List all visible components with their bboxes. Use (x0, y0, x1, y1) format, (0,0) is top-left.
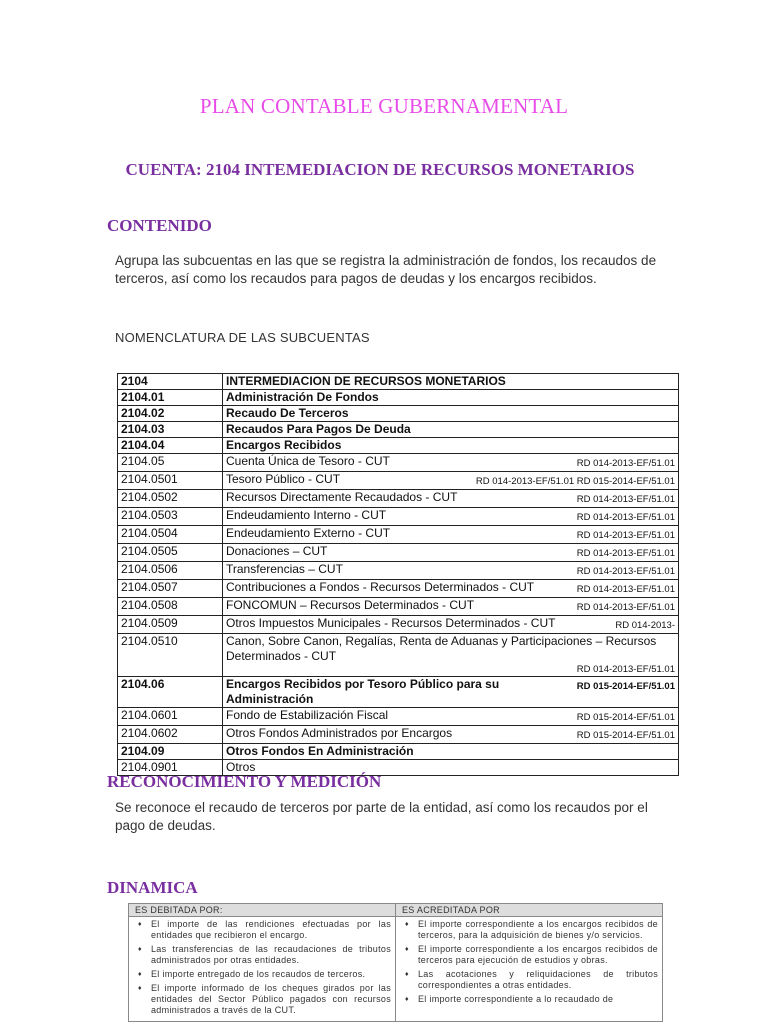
account-description-text: Encargos Recibidos por Tesoro Público para su Administración (226, 677, 500, 706)
acreditada-header: ES ACREDITADA POR (396, 904, 663, 917)
dinamica-item: ♦ El importe informado de los cheques girados por las entidades del Sector Público pagados con recursos administrados a través de la CUT. (151, 983, 391, 1016)
account-description (223, 374, 679, 390)
account-row (118, 580, 679, 598)
account-row (118, 598, 679, 616)
account-description (223, 422, 679, 438)
account-row (118, 490, 679, 508)
account-description (223, 508, 679, 526)
account-row (118, 726, 679, 744)
account-code: 2104.0509 (118, 616, 223, 634)
account-description (223, 726, 679, 744)
account-description-text: Transferencias – CUT (226, 562, 343, 576)
account-description (223, 744, 679, 760)
account-description-text: Tesoro Público - CUT (226, 472, 341, 486)
account-description (223, 472, 679, 490)
account-description-text: Administración De Fondos (226, 390, 379, 404)
resolution-reference: RD 014-2013- (615, 620, 675, 631)
account-code: 2104.0508 (118, 598, 223, 616)
account-code: 2104.0601 (118, 708, 223, 726)
account-code: 2104.0506 (118, 562, 223, 580)
account-description-text: Donaciones – CUT (226, 544, 328, 558)
account-row (118, 708, 679, 726)
account-row (118, 526, 679, 544)
account-code: 2104.01 (118, 390, 223, 406)
account-row (118, 562, 679, 580)
debitada-cell (129, 917, 396, 1022)
account-description (223, 490, 679, 508)
account-description (223, 708, 679, 726)
account-description-text: Endeudamiento Interno - CUT (226, 508, 387, 522)
account-row (118, 472, 679, 490)
document-title: PLAN CONTABLE GUBERNAMENTAL (199, 94, 569, 118)
resolution-reference: RD 014-2013-EF/51.01 (576, 664, 675, 675)
account-description-text: Fondo de Estabilización Fiscal (226, 708, 389, 722)
resolution-reference: RD 014-2013-EF/51.01 (576, 566, 675, 577)
resolution-reference: RD 015-2014-EF/51.01 (576, 730, 675, 741)
account-description (223, 616, 679, 634)
account-description-text: Canon, Sobre Canon, Regalías, Renta de Aduanas y Participaciones – Recursos Determinados - CUT (226, 634, 657, 663)
account-description (223, 544, 679, 562)
account-code: 2104.0503 (118, 508, 223, 526)
account-row (118, 406, 679, 422)
account-row (118, 634, 679, 677)
account-description-text: Otros (226, 760, 256, 774)
dinamica-table (128, 903, 663, 1022)
account-description (223, 580, 679, 598)
account-code: 2104.0510 (118, 634, 223, 677)
account-description (223, 438, 679, 454)
resolution-reference: RD 014-2013-EF/51.01 (576, 548, 675, 559)
account-code: 2104.0901 (118, 760, 223, 776)
account-code: 2104.0602 (118, 726, 223, 744)
account-description-text: Endeudamiento Externo - CUT (226, 526, 391, 540)
dinamica-item: ♦ El importe entregado de los recaudos de terceros. (151, 969, 391, 980)
account-row (118, 508, 679, 526)
dinamica-item: ♦ El importe correspondiente a los encargos recibidos de terceros, para la adquisición de bienes y/o servicios. (418, 919, 658, 941)
resolution-reference: RD 014-2013-EF/51.01 (576, 512, 675, 523)
contenido-text: Agrupa las subcuentas en las que se registra la administración de fondos, los recaudos de terceros, así como los recaudos para pagos de deudas y los encargos recibidos. (115, 253, 657, 286)
dinamica-item: ♦ El importe correspondiente a los encargos recibidos de terceros para ejecución de estudios y obras. (418, 944, 658, 966)
account-description (223, 454, 679, 472)
debitada-header: ES DEBITADA POR: (129, 904, 396, 917)
dinamica-item: ♦ El importe correspondiente a lo recaudado de (418, 994, 658, 1005)
account-code: 2104.02 (118, 406, 223, 422)
account-row (118, 422, 679, 438)
account-code: 2104.0505 (118, 544, 223, 562)
account-description (223, 598, 679, 616)
nomenclatura-label: NOMENCLATURA DE LAS SUBCUENTAS (115, 330, 370, 345)
account-description (223, 634, 679, 677)
resolution-reference: RD 014-2013-EF/51.01 (576, 584, 675, 595)
account-row (118, 438, 679, 454)
account-code: 2104 (118, 374, 223, 390)
account-row (118, 454, 679, 472)
resolution-reference: RD 014-2013-EF/51.01 RD 015-2014-EF/51.01 (475, 476, 675, 487)
account-description (223, 526, 679, 544)
acreditada-list (400, 919, 658, 1005)
account-code: 2104.04 (118, 438, 223, 454)
account-row (118, 544, 679, 562)
account-description-text: Otros Fondos En Administración (226, 744, 414, 758)
dinamica-item: ♦ Las acotaciones y reliquidaciones de tributos correspondientes a otras entidades. (418, 969, 658, 991)
account-description (223, 406, 679, 422)
debitada-list (133, 919, 391, 1016)
account-code: 2104.0504 (118, 526, 223, 544)
account-description-text: Otros Impuestos Municipales - Recursos Determinados - CUT (226, 616, 556, 630)
account-row (118, 390, 679, 406)
account-description (223, 390, 679, 406)
resolution-reference: RD 014-2013-EF/51.01 (576, 602, 675, 613)
resolution-reference: RD 014-2013-EF/51.01 (576, 530, 675, 541)
account-code: 2104.0507 (118, 580, 223, 598)
resolution-reference: RD 014-2013-EF/51.01 (576, 458, 675, 469)
account-heading: CUENTA: 2104 INTEMEDIACION DE RECURSOS MONETARIOS (125, 160, 635, 179)
resolution-reference: RD 015-2014-EF/51.01 (576, 712, 675, 723)
account-description-text: Recaudos Para Pagos De Deuda (226, 422, 411, 436)
subaccounts-table (117, 373, 679, 776)
resolution-reference: RD 014-2013-EF/51.01 (576, 494, 675, 505)
account-description-text: INTERMEDIACION DE RECURSOS MONETARIOS (226, 374, 506, 388)
resolution-reference: RD 015-2014-EF/51.01 (576, 681, 675, 692)
account-description-text: Recursos Directamente Recaudados - CUT (226, 490, 458, 504)
dinamica-item: ♦ El importe de las rendiciones efectuadas por las entidades que recibieron el encargo. (151, 919, 391, 941)
contenido-heading: CONTENIDO (107, 216, 212, 235)
account-code: 2104.0502 (118, 490, 223, 508)
account-row (118, 616, 679, 634)
account-description (223, 562, 679, 580)
account-row (118, 677, 679, 708)
account-description-text: Otros Fondos Administrados por Encargos (226, 726, 453, 740)
account-description-text: Cuenta Única de Tesoro - CUT (226, 454, 390, 468)
account-code: 2104.06 (118, 677, 223, 708)
account-description-text: Contribuciones a Fondos - Recursos Determinados - CUT (226, 580, 535, 594)
account-code: 2104.03 (118, 422, 223, 438)
account-row (118, 744, 679, 760)
account-description-text: FONCOMUN – Recursos Determinados - CUT (226, 598, 475, 612)
account-code: 2104.0501 (118, 472, 223, 490)
dinamica-heading: DINAMICA (107, 878, 198, 897)
account-code: 2104.09 (118, 744, 223, 760)
account-description-text: Recaudo De Terceros (226, 406, 349, 420)
dinamica-item: ♦ Las transferencias de las recaudaciones de tributos administrados por otras entidades. (151, 944, 391, 966)
reconocimiento-heading: RECONOCIMIENTO Y MEDICIÓN (107, 772, 382, 791)
account-code: 2104.05 (118, 454, 223, 472)
account-row (118, 374, 679, 390)
account-description-text: Encargos Recibidos (226, 438, 342, 452)
account-description (223, 677, 679, 708)
acreditada-cell (396, 917, 663, 1022)
reconocimiento-text: Se reconoce el recaudo de terceros por parte de la entidad, así como los recaudos por el pago de deudas. (115, 800, 648, 833)
